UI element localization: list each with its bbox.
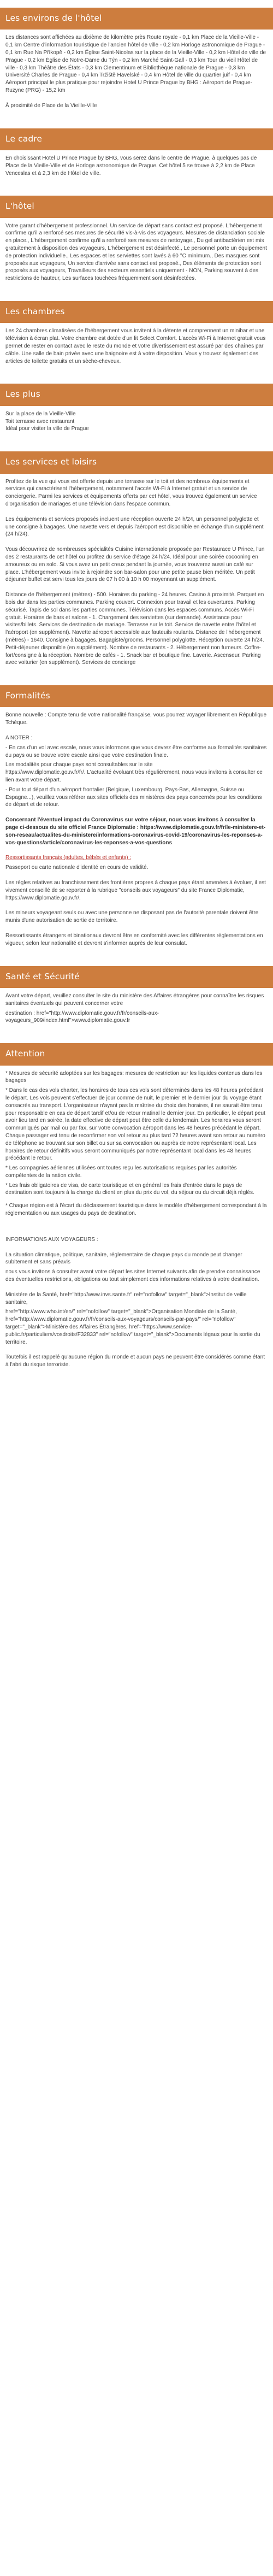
infos-terror-notice: Toutefois il est rappelé qu'aucune région du monde et aucun pays ne peuvent être considérés comme étant à l'abri du risque terroriste. [5, 1354, 265, 1368]
attention-luggage[interactable]: * Mesures de sécurité adoptées sur les bagages: mesures de restriction sur les liquides contenus dans les bagages [5, 1070, 263, 1084]
section-title-sante: Santé et Sécurité [0, 966, 273, 988]
section-infos-voyageurs [0, 1236, 273, 1369]
section-hotel [0, 196, 273, 283]
section-title-services: Les services et loisirs [0, 451, 273, 473]
section-plus [0, 384, 273, 433]
attention-text: * Les compagnies aériennes utilisées ont toutes reçu les autorisations requises par les autorités compétentes de la nation civile. [5, 1165, 237, 1179]
attention-text: * Dans le cas des vols charter, les horaires de tous ces vols sont déterminés dans les 48 heures précédant le départ. Les vols peuvent s'effectuer de jour comme de nuit, le premier et le dernier jour du voyage étant consacrés au transport. L'organisateur n'ayant pas la maîtrise du choix des horaires, il ne saurait être tenu pour responsable en cas de départ tardif et/ou de retour matinal le dernier jour. En particulier, le départ peut avoir lieu tard en soirée, la date effective de départ peut être celle du lendemain. Les horaires vous seront communiqués par mail ou par fax, sur votre convocation aéroport dans les 48 heures précédant le départ. Chaque passager est tenu de reconfirmer son vol retour au plus tard 72 heures avant son retour au numéro de téléphone se trouvant sur son billet ou sur sa convocation ou auprès de notre représentant local. Les horaires de retour définitifs vous seront communiqués par notre représentant local dans les 48 heures précédant le retour. [5, 1087, 265, 1162]
formalites-text: https://www.diplomatie.gouv.fr/fr/. L'actualité évoluant très régulièrement, nous vous invitons à consulter ce lien avant votre départ. [5, 769, 263, 784]
environs-nearby: À proximité de Place de la Vieille-Ville [5, 102, 97, 109]
plus-item: Toit terrasse avec restaurant [5, 418, 75, 425]
formalites-text: - Pour tout départ d'un aéroport frontalier (Belgique, Luxembourg, Pays-Bas, Allemagne, Suisse ou Espagne...), veuillez vous référer aux sites officiels des ministères des pays concernés pour les conditions de départ et de retour. [5, 786, 262, 808]
infos-text: nous vous invitons à consulter avant votre départ les sites Internet suivants afin de prendre connaissance des éventuelles restrictions, obligations ou tout simplement des informations relatives à votre destination. [5, 1269, 260, 1283]
services-text: Profitez de la vue qui vous est offerte depuis une terrasse sur le toit et des nombreux équipements et services qui caractérisent l'hébergement, notamment l'accès Wi-Fi à Internet gratuit et un service de conciergerie. Parmi les services et équipements offerts par cet hôtel, vous trouvez également un service d'organisation de mariages et une télévision dans l'espace commun. [5, 478, 257, 507]
section-services [0, 451, 273, 667]
section-sante [0, 966, 273, 1025]
services-text: Les équipements et services proposés incluent une réception ouverte 24 h/24, un personnel polyglotte et une consigne à bagages. Une navette vers et depuis l'aéroport est disponible en échange d'un supplément (24 h/24). [5, 516, 264, 538]
infos-links-text[interactable]: Ministère de la Santé, href="http://www.invs.sante.fr" rel="nofollow" target="_blank">Institut de veille sanitaire, [5, 1291, 247, 1305]
section-cadre [0, 128, 273, 178]
section-formalites [0, 685, 273, 948]
infos-text: La situation climatique, politique, sanitaire, réglementaire de chaque pays du monde peut changer subitement et sans préavis [5, 1251, 242, 1266]
section-attention [0, 1043, 273, 1218]
chambres-text: Les 24 chambres climatisées de l'hébergement vous invitent à la détente et comprennent un minibar et une télévision à écran plat. Votre chambre est dotée d'un lit Select Comfort. L'accès Wi-Fi à Internet gratuit vous permet de rester en contact avec le reste du monde et votre divertissement est assuré par des chaînes par câble. Une salle de bain privée avec une baignoire est à votre disposition. Vous y trouvez également des articles de toilette gratuits et un sèche-cheveux. [5, 328, 266, 364]
cadre-text: En choisissant Hotel U Prince Prague by BHG, vous serez dans le centre de Prague, à quelques pas de Place de la Vieille-Ville et de Horloge astronomique de Prague. Cet hôtel 5 se trouve à 2,2 km de Place Venceslas et à 2,3 km de Hôtel de ville. [5, 155, 257, 177]
formalites-french-nationals-link[interactable]: Ressortissants français (adultes, bébés et enfants) : [5, 855, 132, 861]
formalites-text: Les mineurs voyageant seuls ou avec une personne ne disposant pas de l'autorité parentale doivent être munis d'une autorisation de sortie de territoire. [5, 910, 259, 924]
section-chambres [0, 301, 273, 365]
section-title-attention: Attention [0, 1043, 273, 1065]
formalites-text: A NOTER : [5, 735, 33, 742]
formalites-text: Les modalités pour chaque pays sont consultables sur le site [5, 762, 153, 768]
sante-text: Avant votre départ, veuillez consulter le site du ministère des Affaires étrangères pour connaître les risques sanitaires éventuels qui peuvent concerner votre [5, 992, 264, 1007]
hotel-text: Votre garant d'hébergement professionnel. Un service de départ sans contact est proposé. L'hébergement confirme qu'il a renforcé ses mesures de sécurité vis-à-vis des voyageurs. Mesures de distanciation sociale en place., L'hébergement confirme qu'il a renforcé ses mesures de nettoyage., Du gel antibactérien est mis gratuitement à disposition des voyageurs, L'hébergement est désinfecté., Le personnel porte un équipement de protection individuelle., Les espaces et les serviettes sont lavés à 60 °C minimum., Des masques sont proposés aux voyageurs, Un service d'arrivée sans contact est proposé., Des éléments de protection sont proposés aux voyageurs, Travailleurs des secteurs essentiels uniquement - NON, Parking souvent à des restrictions de hauteur, Les surfaces touchées fréquemment sont désinfectées. [5, 222, 267, 282]
section-environs [0, 8, 273, 110]
section-title-environs: Les environs de l'hôtel [0, 8, 273, 30]
section-title-chambres: Les chambres [0, 301, 273, 323]
infos-title: INFORMATIONS AUX VOYAGEURS : [5, 1236, 98, 1243]
environs-distances: Les distances sont affichées au dixième de kilomètre près Route royale - 0,1 km Place de la Vieille-Ville - 0,1 km Centre d'information touristique de l'ancien hôtel de ville - 0,2 km Horloge astronomique de Prague - 0,1 km Rue Na Příkopě - 0,2 km Église Saint-Nicolas sur la place de la Vieille-Ville - 0,2 km Hôtel de ville de Prague - 0,2 km Église de Notre-Dame du Týn - 0,2 km Marché Saint-Gall - 0,3 km Tour du vieil Hôtel de ville - 0,3 km Théâtre des États - 0,3 km Clementinum et Bibliothèque nationale de Prague - 0,3 km Université Charles de Prague - 0,4 km Tržiště Havelské - 0,4 km Hôtel de ville du quartier juif - 0,4 km Aéroport principal le plus pratique pour rejoindre Hotel U Prince Prague by BHG : Aéroport de Prague-Ruzyne (PRG) - 15,2 km [5, 34, 266, 93]
infos-links-text[interactable]: href="http://www.who.int/en/" rel="nofollow" target="_blank">Organisation Mondiale de la Santé, href="http://www.diplomatie.gouv.fr/fr/conseils-aux-voyageurs/conseils-par-pays/" rel="nofollow" target="_blank">Ministère des Affaires Étrangères, href="https://www.service-public.fr/particuliers/vosdroits/F32833" rel="nofollow" target="_blank">Documents légaux pour la sortie du territoire. [5, 1309, 260, 1345]
services-text: Distance de l'hébergement (mètres) - 500. Horaires du parking - 24 heures. Casino à proximité. Parquet en bois dur dans les parties communes. Parking couvert. Connexion pour travail et les ouvertures. Parking sécurisé. Tapis de sol dans les parties communes. Télévision dans les espaces communs. Accès Wi-Fi gratuit. Horaires de bars et salons - 1. Chargement des serviettes (sur demande). Assistance pour visites/billets. Services de destination de mariage. Terrasse sur le toit. Service de navette entre l'hôtel et l'aéroport (en supplément). Navette aéroport accessible aux fauteuils roulants. Distance de l'hébergement (mètres) - 1640. Consigne à bagages. Bagagiste/grooms. Personnel polyglotte. Réception ouverte 24 h/24. Petit-déjeuner disponible (en supplément). Nombre de restaurants - 2. Hébergement non fumeurs. Coffre-fort/consigne à la réception. Nombre de cafés - 1. Snack bar et boutique fine. Laverie. Ascenseur. Parking avec voiturier (en supplément). Services de concierge [5, 592, 264, 666]
formalites-text: Ressortissants étrangers et binationaux devront être en conformité avec les différentes réglementations en vigueur, selon leur nationalité et devront s'informer auprès de leur consulat. [5, 933, 263, 946]
attention-text: * Les frais obligatoires de visa, de carte touristique et en général les frais d'entrée dans le pays de destination sont toujours à la charge du client en plus du prix du vol, du séjour ou du circuit déjà réglés. [5, 1182, 254, 1196]
section-title-formalites: Formalités [0, 685, 273, 707]
services-text: Vous découvrirez de nombreuses spécialités Cuisine internationale proposée par Restaurace U Prince, l'un des 2 restaurants de cet hôtel ou profitez du service d'étage 24 h/24. Idéal pour une soirée cocooning en amoureux ou en solo. Si vous avez un petit creux pendant la journée, vous trouverez aussi un café sur place. L'hébergement vous invite à rejoindre son bar-salon pour une petite pause bien méritée. Un petit déjeuner buffet est servi tous les jours de 07 h 00 à 10 h 00 moyennant un supplément. [5, 546, 265, 583]
formalites-text: Passeport ou carte nationale d'identité en cours de validité. [5, 864, 149, 871]
formalites-covid-notice[interactable]: Concernant l'éventuel impact du Coronavirus sur votre séjour, nous vous invitons à consulter la page ci-dessous du site officiel France Diplomatie : https://www.diplomatie.gouv.fr/fr/le-ministere-et-son-reseau/actualites-du-ministere/informations-coronavirus-covid-19/coronavirus-les-reponses-a-vos-questions/article/coronavirus-les-reponses-a-vos-questions [5, 817, 266, 846]
sante-link-text[interactable]: destination : href="http://www.diplomatie.gouv.fr/fr/conseils-aux-voyageurs_909/index.html">www.diplomatie.gouv.fr [5, 1010, 159, 1024]
formalites-text: - En cas d'un vol avec escale, nous vous informons que vous devrez être conforme aux formalités sanitaires du pays ou se trouve votre escale ainsi que votre destination finale. [5, 744, 267, 758]
plus-item: Idéal pour visiter la ville de Prague [5, 426, 89, 432]
section-title-cadre: Le cadre [0, 128, 273, 150]
section-title-hotel: L'hôtel [0, 196, 273, 217]
formalites-text: Les règles relatives au franchissement des frontières propres à chaque pays étant amenées à évoluer, il est vivement conseillé de se reporter à la rubrique "conseils aux voyageurs" du site France Diplomatie, https://www.diplomatie.gouv.fr/. [5, 880, 266, 901]
formalites-text: Bonne nouvelle : Compte tenu de votre nationalité française, vous pourrez voyager librement en République Tchèque. [5, 712, 267, 726]
plus-item: Sur la place de la Vieille-Ville [5, 410, 76, 417]
section-title-plus: Les plus [0, 384, 273, 405]
attention-text: * Chaque région est à l'écart du déclassement touristique dans le modèle d'hébergement correspondant à la réglementation ou aux usages du pays de destination. [5, 1203, 267, 1217]
